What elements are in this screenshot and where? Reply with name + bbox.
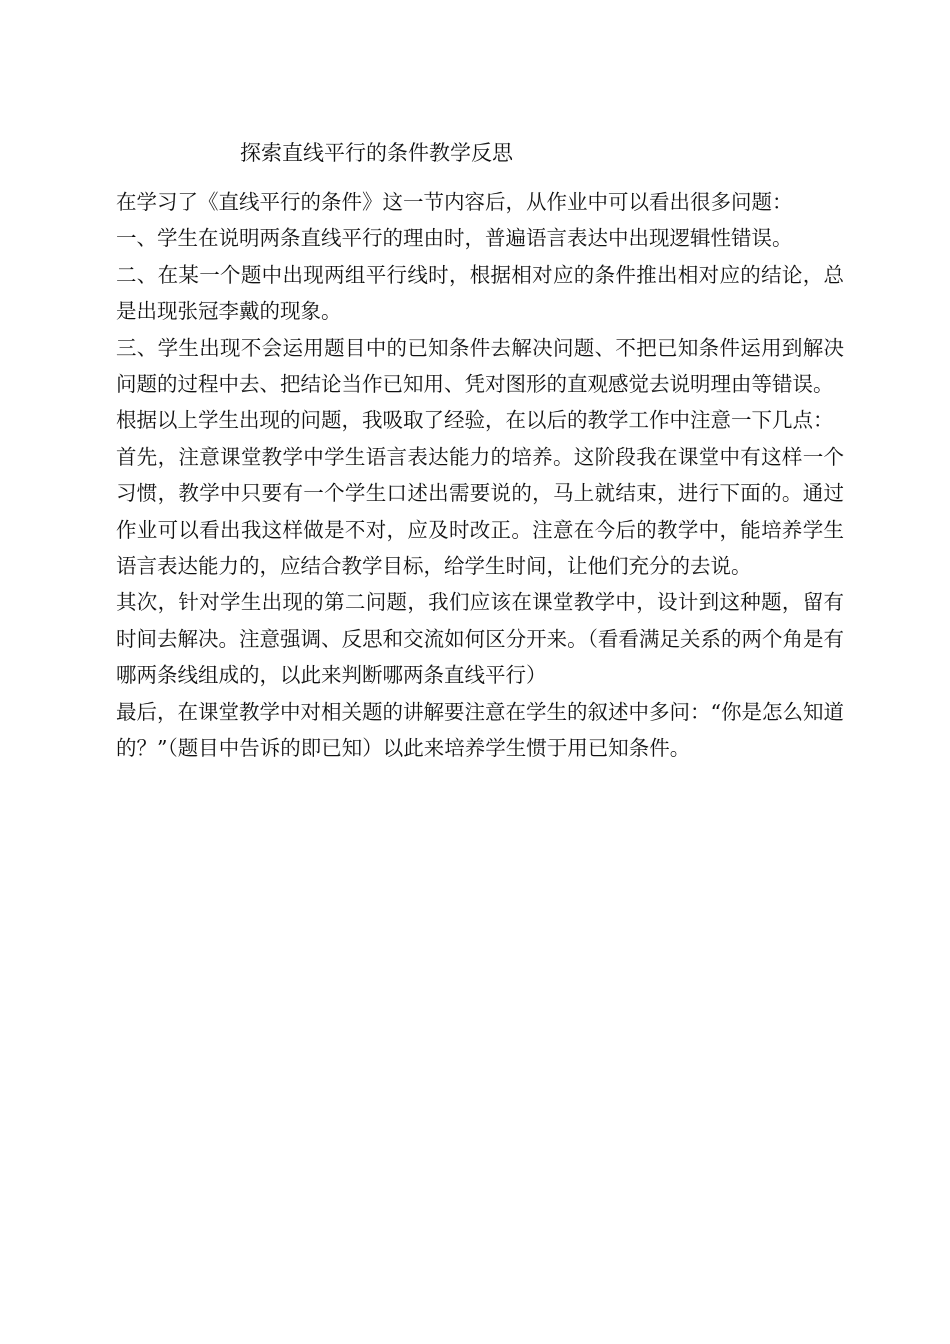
paragraph-problem-3: 三、学生出现不会运用题目中的已知条件去解决问题、不把已知条件运用到解决问题的过程中去、把结论当作已知用、凭对图形的直观感觉去说明理由等错误。 (116, 335, 844, 397)
paragraph-lessons-intro: 根据以上学生出现的问题，我吸取了经验，在以后的教学工作中注意一下几点： (116, 408, 834, 433)
paragraph-last: 最后，在课堂教学中对相关题的讲解要注意在学生的叙述中多问：“你是怎么知道的？”（题目中告诉的即已知）以此来培养学生惯于用已知条件。 (116, 699, 844, 761)
paragraph-second: 其次，针对学生出现的第二问题，我们应该在课堂教学中，设计到这种题，留有时间去解决。注意强调、反思和交流如何区分开来。（看看满足关系的两个角是有哪两条线组成的，以此来判断哪两条直线平行） (116, 590, 844, 688)
paragraph-problem-1: 一、学生在说明两条直线平行的理由时，普遍语言表达中出现逻辑性错误。 (116, 226, 793, 251)
paragraph-intro: 在学习了《直线平行的条件》这一节内容后，从作业中可以看出很多问题： (116, 190, 793, 214)
paragraph-problem-2: 二、在某一个题中出现两组平行线时，根据相对应的条件推出相对应的结论，总是出现张冠李戴的现象。 (116, 262, 844, 324)
document-title: 探索直线平行的条件教学反思 (240, 141, 513, 165)
document-body (116, 184, 844, 767)
paragraph-first: 首先，注意课堂教学中学生语言表达能力的培养。这阶段我在课堂中有这样一个习惯，教学中只要有一个学生口述出需要说的，马上就结束，进行下面的。通过作业可以看出我这样做是不对，应及时改正。注意在今后的教学中，能培养学生语言表达能力的，应结合教学目标，给学生时间，让他们充分的去说。 (116, 444, 844, 579)
